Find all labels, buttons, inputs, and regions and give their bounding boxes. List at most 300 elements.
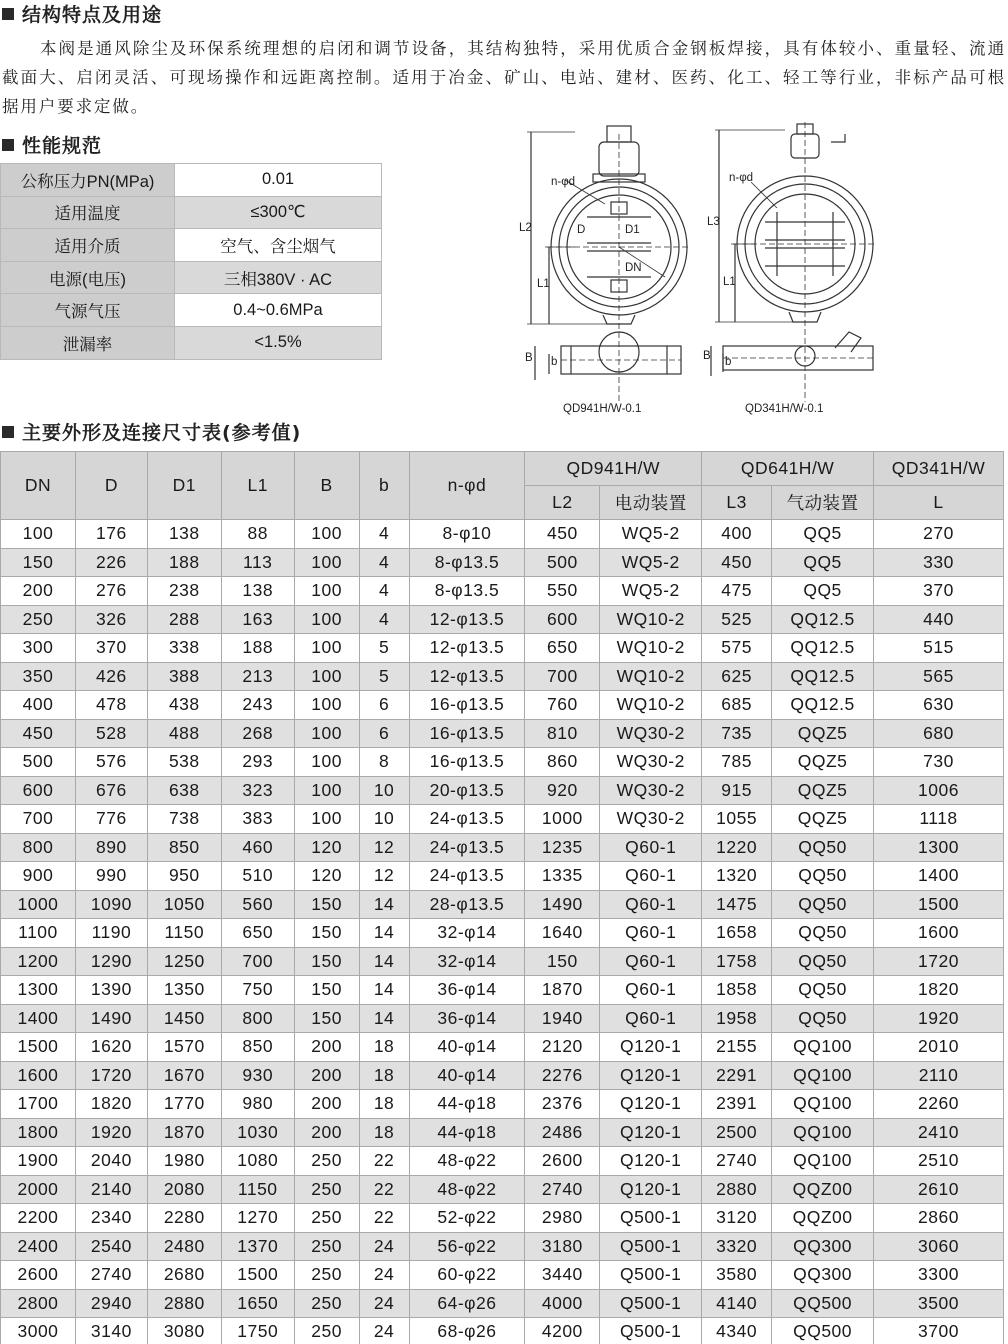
label-B: B bbox=[525, 352, 533, 364]
cell-L3: 525 bbox=[702, 605, 772, 634]
cell-B: 250 bbox=[294, 1289, 359, 1318]
cell-L3: 735 bbox=[702, 719, 772, 748]
cell-L: 330 bbox=[874, 548, 1004, 577]
table-row bbox=[1, 1118, 1004, 1147]
cell-n-phi-d: 24-φ13.5 bbox=[409, 805, 525, 834]
cell-electric-device: WQ10-2 bbox=[600, 662, 702, 691]
cell-n-phi-d: 64-φ26 bbox=[409, 1289, 525, 1318]
cell-electric-device: Q500-1 bbox=[600, 1318, 702, 1344]
table-row bbox=[1, 890, 1004, 919]
cell-b: 24 bbox=[359, 1261, 409, 1290]
cell-L3: 2291 bbox=[702, 1061, 772, 1090]
cell-DN: 300 bbox=[1, 634, 76, 663]
cell-B: 120 bbox=[294, 862, 359, 891]
cell-L: 515 bbox=[874, 634, 1004, 663]
cell-L2: 700 bbox=[525, 662, 600, 691]
cell-pneumatic-device: QQ12.5 bbox=[772, 605, 874, 634]
cell-D: 226 bbox=[75, 548, 147, 577]
caption-qd941: QD941H/W-0.1 bbox=[563, 403, 642, 415]
col-header-D1: D1 bbox=[147, 452, 221, 520]
cell-electric-device: Q120-1 bbox=[600, 1090, 702, 1119]
spec-table bbox=[0, 163, 382, 360]
label-nphid: n-φd bbox=[729, 172, 754, 184]
cell-b: 6 bbox=[359, 719, 409, 748]
cell-L3: 4140 bbox=[702, 1289, 772, 1318]
cell-B: 100 bbox=[294, 520, 359, 549]
cell-L2: 3440 bbox=[525, 1261, 600, 1290]
dimension-table bbox=[0, 451, 1004, 1344]
cell-D1: 138 bbox=[147, 520, 221, 549]
cell-L: 2110 bbox=[874, 1061, 1004, 1090]
cell-L3: 475 bbox=[702, 577, 772, 606]
cell-pneumatic-device: QQ500 bbox=[772, 1289, 874, 1318]
table-row bbox=[1, 662, 1004, 691]
cell-D: 1920 bbox=[75, 1118, 147, 1147]
cell-electric-device: Q60-1 bbox=[600, 947, 702, 976]
cell-DN: 2000 bbox=[1, 1175, 76, 1204]
cell-pneumatic-device: QQ50 bbox=[772, 862, 874, 891]
cell-D: 478 bbox=[75, 691, 147, 720]
cell-L3: 3120 bbox=[702, 1204, 772, 1233]
cell-B: 250 bbox=[294, 1232, 359, 1261]
cell-n-phi-d: 68-φ26 bbox=[409, 1318, 525, 1344]
col-header-DN: DN bbox=[1, 452, 76, 520]
cell-DN: 1000 bbox=[1, 890, 76, 919]
table-row bbox=[1, 691, 1004, 720]
cell-L2: 2740 bbox=[525, 1175, 600, 1204]
cell-L: 3300 bbox=[874, 1261, 1004, 1290]
group-header-qd341: QD341H/W bbox=[874, 452, 1004, 486]
table-row bbox=[1, 1061, 1004, 1090]
table-row bbox=[1, 1204, 1004, 1233]
cell-D1: 1980 bbox=[147, 1147, 221, 1176]
cell-L: 1006 bbox=[874, 776, 1004, 805]
cell-D1: 638 bbox=[147, 776, 221, 805]
cell-b: 14 bbox=[359, 1004, 409, 1033]
cell-pneumatic-device: QQZ5 bbox=[772, 776, 874, 805]
cell-n-phi-d: 48-φ22 bbox=[409, 1147, 525, 1176]
cell-B: 100 bbox=[294, 548, 359, 577]
cell-L1: 1500 bbox=[221, 1261, 294, 1290]
cell-L2: 1235 bbox=[525, 833, 600, 862]
spec-value: <1.5% bbox=[175, 326, 382, 359]
cell-L1: 1650 bbox=[221, 1289, 294, 1318]
cell-D1: 388 bbox=[147, 662, 221, 691]
cell-D: 576 bbox=[75, 748, 147, 777]
cell-b: 22 bbox=[359, 1204, 409, 1233]
cell-L2: 2600 bbox=[525, 1147, 600, 1176]
cell-pneumatic-device: QQ50 bbox=[772, 976, 874, 1005]
cell-D: 2740 bbox=[75, 1261, 147, 1290]
cell-DN: 500 bbox=[1, 748, 76, 777]
cell-n-phi-d: 52-φ22 bbox=[409, 1204, 525, 1233]
cell-n-phi-d: 44-φ18 bbox=[409, 1118, 525, 1147]
cell-n-phi-d: 20-φ13.5 bbox=[409, 776, 525, 805]
table-row bbox=[1, 520, 1004, 549]
header-row bbox=[1, 452, 1004, 486]
cell-n-phi-d: 36-φ14 bbox=[409, 1004, 525, 1033]
valve-drawing bbox=[515, 112, 895, 422]
cell-B: 100 bbox=[294, 605, 359, 634]
cell-L1: 800 bbox=[221, 1004, 294, 1033]
cell-pneumatic-device: QQ300 bbox=[772, 1232, 874, 1261]
cell-L3: 1475 bbox=[702, 890, 772, 919]
col-header-pneumatic-device: 气动装置 bbox=[772, 486, 874, 520]
cell-L: 1500 bbox=[874, 890, 1004, 919]
cell-D: 276 bbox=[75, 577, 147, 606]
cell-DN: 100 bbox=[1, 520, 76, 549]
cell-n-phi-d: 8-φ10 bbox=[409, 520, 525, 549]
cell-electric-device: Q60-1 bbox=[600, 1004, 702, 1033]
cell-D1: 1450 bbox=[147, 1004, 221, 1033]
col-header-L2: L2 bbox=[525, 486, 600, 520]
cell-b: 14 bbox=[359, 947, 409, 976]
cell-n-phi-d: 8-φ13.5 bbox=[409, 548, 525, 577]
table-row bbox=[1, 548, 1004, 577]
table-row bbox=[1, 1147, 1004, 1176]
cell-electric-device: Q60-1 bbox=[600, 890, 702, 919]
cell-n-phi-d: 44-φ18 bbox=[409, 1090, 525, 1119]
cell-n-phi-d: 56-φ22 bbox=[409, 1232, 525, 1261]
cell-pneumatic-device: QQZ5 bbox=[772, 805, 874, 834]
label-L1: L1 bbox=[723, 276, 736, 288]
cell-b: 8 bbox=[359, 748, 409, 777]
cell-D: 1820 bbox=[75, 1090, 147, 1119]
label-D: D bbox=[577, 224, 586, 236]
col-header-b: b bbox=[359, 452, 409, 520]
cell-B: 250 bbox=[294, 1261, 359, 1290]
cell-electric-device: Q60-1 bbox=[600, 862, 702, 891]
square-bullet-icon bbox=[2, 8, 14, 20]
cell-L: 1720 bbox=[874, 947, 1004, 976]
cell-L2: 1870 bbox=[525, 976, 600, 1005]
cell-D1: 1670 bbox=[147, 1061, 221, 1090]
cell-b: 6 bbox=[359, 691, 409, 720]
cell-electric-device: WQ30-2 bbox=[600, 748, 702, 777]
cell-L1: 750 bbox=[221, 976, 294, 1005]
cell-D1: 2080 bbox=[147, 1175, 221, 1204]
table-row bbox=[1, 577, 1004, 606]
cell-B: 100 bbox=[294, 748, 359, 777]
cell-electric-device: WQ30-2 bbox=[600, 719, 702, 748]
cell-L3: 2155 bbox=[702, 1033, 772, 1062]
cell-B: 150 bbox=[294, 976, 359, 1005]
cell-L2: 2120 bbox=[525, 1033, 600, 1062]
cell-DN: 400 bbox=[1, 691, 76, 720]
cell-n-phi-d: 16-φ13.5 bbox=[409, 748, 525, 777]
cell-L2: 2276 bbox=[525, 1061, 600, 1090]
cell-D1: 238 bbox=[147, 577, 221, 606]
cell-n-phi-d: 32-φ14 bbox=[409, 919, 525, 948]
cell-DN: 1600 bbox=[1, 1061, 76, 1090]
cell-L1: 383 bbox=[221, 805, 294, 834]
col-header-electric-device: 电动装置 bbox=[600, 486, 702, 520]
cell-D1: 1870 bbox=[147, 1118, 221, 1147]
cell-L: 3500 bbox=[874, 1289, 1004, 1318]
cell-b: 5 bbox=[359, 662, 409, 691]
cell-pneumatic-device: QQ100 bbox=[772, 1147, 874, 1176]
cell-L2: 600 bbox=[525, 605, 600, 634]
cell-pneumatic-device: QQ100 bbox=[772, 1118, 874, 1147]
pneumatic-valve-side-view bbox=[711, 332, 873, 376]
cell-B: 150 bbox=[294, 947, 359, 976]
cell-b: 22 bbox=[359, 1147, 409, 1176]
cell-pneumatic-device: QQ50 bbox=[772, 890, 874, 919]
cell-pneumatic-device: QQ300 bbox=[772, 1261, 874, 1290]
col-header-nphid: n-φd bbox=[409, 452, 525, 520]
table-row bbox=[1, 1232, 1004, 1261]
table-row bbox=[1, 776, 1004, 805]
cell-b: 10 bbox=[359, 805, 409, 834]
cell-L3: 1958 bbox=[702, 1004, 772, 1033]
cell-L3: 1858 bbox=[702, 976, 772, 1005]
cell-L: 680 bbox=[874, 719, 1004, 748]
cell-D: 1490 bbox=[75, 1004, 147, 1033]
spec-label: 泄漏率 bbox=[1, 326, 175, 359]
spec-row bbox=[1, 294, 382, 327]
cell-B: 100 bbox=[294, 691, 359, 720]
table-row bbox=[1, 976, 1004, 1005]
cell-L: 730 bbox=[874, 748, 1004, 777]
cell-b: 4 bbox=[359, 520, 409, 549]
cell-L: 3060 bbox=[874, 1232, 1004, 1261]
cell-L: 2860 bbox=[874, 1204, 1004, 1233]
cell-L2: 150 bbox=[525, 947, 600, 976]
table-row bbox=[1, 719, 1004, 748]
cell-L2: 920 bbox=[525, 776, 600, 805]
cell-L2: 1490 bbox=[525, 890, 600, 919]
cell-D: 776 bbox=[75, 805, 147, 834]
cell-pneumatic-device: QQ50 bbox=[772, 1004, 874, 1033]
cell-pneumatic-device: QQ100 bbox=[772, 1090, 874, 1119]
cell-b: 14 bbox=[359, 976, 409, 1005]
cell-electric-device: WQ10-2 bbox=[600, 634, 702, 663]
cell-L2: 1940 bbox=[525, 1004, 600, 1033]
cell-pneumatic-device: QQ12.5 bbox=[772, 691, 874, 720]
cell-D1: 2680 bbox=[147, 1261, 221, 1290]
cell-electric-device: WQ30-2 bbox=[600, 776, 702, 805]
cell-pneumatic-device: QQ500 bbox=[772, 1318, 874, 1344]
cell-B: 200 bbox=[294, 1061, 359, 1090]
cell-L3: 625 bbox=[702, 662, 772, 691]
cell-D: 528 bbox=[75, 719, 147, 748]
valve-diagram bbox=[515, 112, 895, 422]
cell-L: 1400 bbox=[874, 862, 1004, 891]
cell-D1: 188 bbox=[147, 548, 221, 577]
cell-DN: 2400 bbox=[1, 1232, 76, 1261]
cell-pneumatic-device: QQ5 bbox=[772, 548, 874, 577]
cell-D: 1390 bbox=[75, 976, 147, 1005]
intro-paragraph: 本阀是通风除尘及环保系统理想的启闭和调节设备，其结构独特，采用优质合金钢板焊接，具有体较小、重量轻、流通截面大、启闭灵活、可现场操作和远距离控制。适用于冶金、矿山、电站、建材、医药、化工、轻工等行业，非标产品可根据用户要求定做。 bbox=[2, 39, 1006, 116]
cell-L3: 2500 bbox=[702, 1118, 772, 1147]
cell-DN: 2200 bbox=[1, 1204, 76, 1233]
cell-D: 2140 bbox=[75, 1175, 147, 1204]
col-header-L1: L1 bbox=[221, 452, 294, 520]
table-row bbox=[1, 1090, 1004, 1119]
col-header-D: D bbox=[75, 452, 147, 520]
label-B: B bbox=[703, 350, 711, 362]
cell-b: 4 bbox=[359, 548, 409, 577]
cell-L1: 188 bbox=[221, 634, 294, 663]
cell-L3: 2391 bbox=[702, 1090, 772, 1119]
cell-B: 200 bbox=[294, 1090, 359, 1119]
cell-electric-device: Q60-1 bbox=[600, 919, 702, 948]
cell-L2: 810 bbox=[525, 719, 600, 748]
cell-D: 990 bbox=[75, 862, 147, 891]
cell-electric-device: Q500-1 bbox=[600, 1232, 702, 1261]
cell-DN: 2600 bbox=[1, 1261, 76, 1290]
cell-L3: 785 bbox=[702, 748, 772, 777]
cell-n-phi-d: 48-φ22 bbox=[409, 1175, 525, 1204]
table-row bbox=[1, 1289, 1004, 1318]
cell-D: 1290 bbox=[75, 947, 147, 976]
cell-D1: 1350 bbox=[147, 976, 221, 1005]
cell-b: 5 bbox=[359, 634, 409, 663]
spec-value: ≤300℃ bbox=[175, 196, 382, 229]
cell-D1: 488 bbox=[147, 719, 221, 748]
cell-D: 2040 bbox=[75, 1147, 147, 1176]
label-L3: L3 bbox=[707, 216, 720, 228]
spec-label: 电源(电压) bbox=[1, 261, 175, 294]
cell-L3: 450 bbox=[702, 548, 772, 577]
cell-L: 2260 bbox=[874, 1090, 1004, 1119]
cell-L1: 163 bbox=[221, 605, 294, 634]
table-row bbox=[1, 1004, 1004, 1033]
cell-B: 150 bbox=[294, 919, 359, 948]
cell-electric-device: WQ5-2 bbox=[600, 548, 702, 577]
cell-D1: 2880 bbox=[147, 1289, 221, 1318]
cell-L2: 500 bbox=[525, 548, 600, 577]
spec-value: 0.4~0.6MPa bbox=[175, 294, 382, 327]
cell-electric-device: Q60-1 bbox=[600, 833, 702, 862]
cell-L3: 400 bbox=[702, 520, 772, 549]
section-title: 性能规范 bbox=[22, 135, 103, 157]
cell-L3: 685 bbox=[702, 691, 772, 720]
cell-L3: 2740 bbox=[702, 1147, 772, 1176]
cell-L3: 1320 bbox=[702, 862, 772, 891]
cell-DN: 250 bbox=[1, 605, 76, 634]
cell-L1: 1270 bbox=[221, 1204, 294, 1233]
cell-n-phi-d: 12-φ13.5 bbox=[409, 662, 525, 691]
spec-value: 空气、含尘烟气 bbox=[175, 229, 382, 262]
col-header-B: B bbox=[294, 452, 359, 520]
cell-L1: 700 bbox=[221, 947, 294, 976]
cell-L: 2510 bbox=[874, 1147, 1004, 1176]
label-L2: L2 bbox=[519, 222, 532, 234]
cell-D1: 2280 bbox=[147, 1204, 221, 1233]
cell-pneumatic-device: QQ50 bbox=[772, 833, 874, 862]
cell-D1: 538 bbox=[147, 748, 221, 777]
cell-n-phi-d: 36-φ14 bbox=[409, 976, 525, 1005]
cell-DN: 1800 bbox=[1, 1118, 76, 1147]
spec-value: 三相380V · AC bbox=[175, 261, 382, 294]
cell-b: 4 bbox=[359, 577, 409, 606]
cell-L1: 1150 bbox=[221, 1175, 294, 1204]
cell-D: 676 bbox=[75, 776, 147, 805]
cell-L2: 760 bbox=[525, 691, 600, 720]
cell-D: 370 bbox=[75, 634, 147, 663]
cell-DN: 1900 bbox=[1, 1147, 76, 1176]
cell-DN: 1100 bbox=[1, 919, 76, 948]
cell-B: 100 bbox=[294, 805, 359, 834]
cell-L2: 2486 bbox=[525, 1118, 600, 1147]
cell-L2: 4200 bbox=[525, 1318, 600, 1344]
cell-D1: 1250 bbox=[147, 947, 221, 976]
cell-L1: 113 bbox=[221, 548, 294, 577]
cell-pneumatic-device: QQ12.5 bbox=[772, 634, 874, 663]
cell-n-phi-d: 16-φ13.5 bbox=[409, 719, 525, 748]
cell-n-phi-d: 40-φ14 bbox=[409, 1061, 525, 1090]
cell-L1: 88 bbox=[221, 520, 294, 549]
cell-L3: 1758 bbox=[702, 947, 772, 976]
cell-DN: 900 bbox=[1, 862, 76, 891]
cell-D1: 338 bbox=[147, 634, 221, 663]
cell-L2: 2980 bbox=[525, 1204, 600, 1233]
cell-L1: 1030 bbox=[221, 1118, 294, 1147]
cell-L1: 268 bbox=[221, 719, 294, 748]
cell-n-phi-d: 24-φ13.5 bbox=[409, 862, 525, 891]
cell-L3: 3580 bbox=[702, 1261, 772, 1290]
cell-L: 270 bbox=[874, 520, 1004, 549]
cell-electric-device: Q120-1 bbox=[600, 1061, 702, 1090]
cell-pneumatic-device: QQZ5 bbox=[772, 748, 874, 777]
cell-b: 24 bbox=[359, 1232, 409, 1261]
cell-L: 630 bbox=[874, 691, 1004, 720]
cell-L: 1300 bbox=[874, 833, 1004, 862]
cell-L1: 650 bbox=[221, 919, 294, 948]
cell-D1: 850 bbox=[147, 833, 221, 862]
cell-L1: 560 bbox=[221, 890, 294, 919]
cell-L: 1118 bbox=[874, 805, 1004, 834]
caption-qd341: QD341H/W-0.1 bbox=[745, 403, 824, 415]
cell-D1: 288 bbox=[147, 605, 221, 634]
cell-D: 1620 bbox=[75, 1033, 147, 1062]
spec-value: 0.01 bbox=[175, 164, 382, 197]
cell-b: 18 bbox=[359, 1090, 409, 1119]
table-row bbox=[1, 1318, 1004, 1344]
cell-D1: 438 bbox=[147, 691, 221, 720]
cell-n-phi-d: 12-φ13.5 bbox=[409, 634, 525, 663]
cell-L1: 1370 bbox=[221, 1232, 294, 1261]
cell-n-phi-d: 12-φ13.5 bbox=[409, 605, 525, 634]
cell-DN: 1300 bbox=[1, 976, 76, 1005]
table-row bbox=[1, 833, 1004, 862]
spec-label: 公称压力PN(MPa) bbox=[1, 164, 175, 197]
spec-row bbox=[1, 326, 382, 359]
section-title: 主要外形及连接尺寸表(参考值) bbox=[22, 422, 302, 444]
cell-DN: 150 bbox=[1, 548, 76, 577]
cell-b: 18 bbox=[359, 1061, 409, 1090]
cell-electric-device: Q120-1 bbox=[600, 1175, 702, 1204]
cell-L2: 450 bbox=[525, 520, 600, 549]
cell-B: 250 bbox=[294, 1175, 359, 1204]
cell-L3: 915 bbox=[702, 776, 772, 805]
cell-D: 890 bbox=[75, 833, 147, 862]
cell-L1: 1080 bbox=[221, 1147, 294, 1176]
label-nphid: n-φd bbox=[551, 176, 576, 188]
cell-D: 176 bbox=[75, 520, 147, 549]
table-row bbox=[1, 605, 1004, 634]
cell-L1: 980 bbox=[221, 1090, 294, 1119]
cell-L1: 930 bbox=[221, 1061, 294, 1090]
label-b: b bbox=[551, 356, 558, 368]
cell-L3: 2880 bbox=[702, 1175, 772, 1204]
cell-electric-device: Q500-1 bbox=[600, 1204, 702, 1233]
cell-b: 4 bbox=[359, 605, 409, 634]
cell-L2: 1335 bbox=[525, 862, 600, 891]
section-title: 结构特点及用途 bbox=[22, 4, 163, 26]
cell-L2: 650 bbox=[525, 634, 600, 663]
